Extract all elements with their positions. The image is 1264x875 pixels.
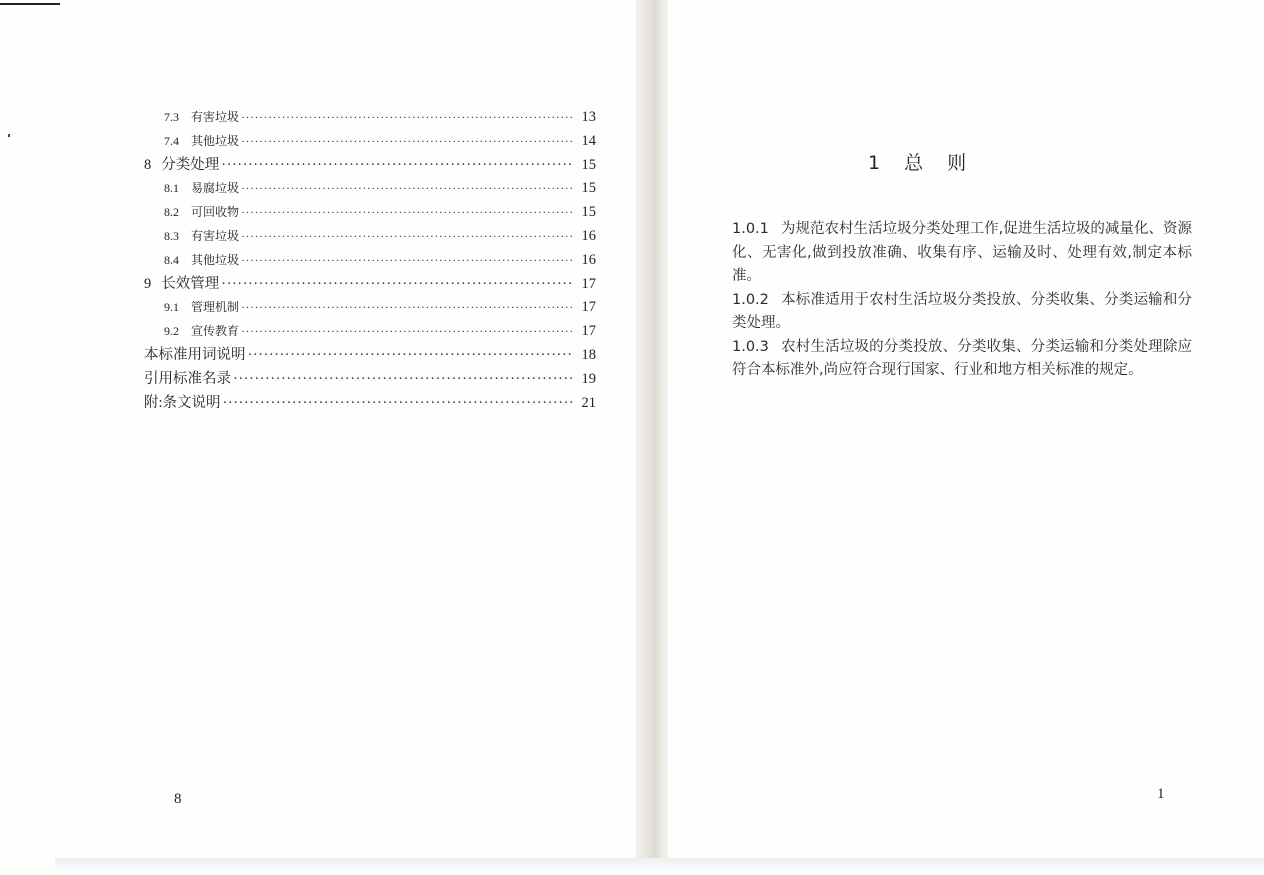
toc-entry[interactable] <box>144 106 596 130</box>
toc-entry-number: 8.3 <box>164 228 179 243</box>
clause-number: 1.0.3 <box>732 338 769 355</box>
toc-entry[interactable] <box>144 368 596 392</box>
toc-entry-number: 9 <box>144 275 152 292</box>
toc-entry-title: 管理机制 <box>191 300 240 315</box>
toc-entry-title: 其他垃圾 <box>191 252 240 267</box>
toc-entry[interactable] <box>144 296 596 320</box>
clause-1-0-1 <box>732 218 1192 289</box>
clause-text: 本标准适用于农村生活垃圾分类投放、分类收集、分类运输和分类处理。 <box>732 291 1192 331</box>
page-bottom-shadow <box>55 858 1264 875</box>
toc-entry-number: 8.1 <box>164 181 179 196</box>
toc-entry-page: 17 <box>581 323 596 340</box>
left-page-number: 8 <box>174 791 182 807</box>
toc-entry-number: 8.4 <box>164 252 179 267</box>
toc-entry-page: 15 <box>581 204 596 221</box>
toc-entry-page: 18 <box>581 346 596 363</box>
toc-entry-number: 9.1 <box>164 300 179 315</box>
toc-entry-title: 分类处理 <box>161 156 220 173</box>
scan-speck <box>8 134 10 137</box>
toc-entry[interactable] <box>144 154 596 178</box>
toc-entry-title: 长效管理 <box>161 275 220 292</box>
toc-entry[interactable] <box>144 249 596 273</box>
clause-text: 为规范农村生活垃圾分类处理工作,促进生活垃圾的减量化、资源化、无害化,做到投放准确、收集有序、运输及时、处理有效,制定本标准。 <box>732 221 1192 284</box>
chapter-body <box>732 218 1192 383</box>
toc-entry-title: 宣传教育 <box>191 324 240 339</box>
toc-entry-title: 引用标准名录 <box>144 370 231 387</box>
scan-corner-mark <box>0 3 60 5</box>
toc-entry-page: 16 <box>581 251 596 268</box>
toc-entry-title: 可回收物 <box>191 205 240 220</box>
toc-dot-leader <box>241 296 574 320</box>
toc-entry-number: 7.3 <box>164 110 179 124</box>
toc-entry-page: 17 <box>581 299 596 316</box>
toc-entry-number: 8.2 <box>164 205 179 220</box>
toc-entry[interactable] <box>144 130 596 154</box>
toc-entry-page: 21 <box>581 394 596 411</box>
right-page-number: 1 <box>1157 786 1165 802</box>
toc-dot-leader <box>241 106 574 130</box>
toc-entry[interactable] <box>144 392 596 416</box>
toc-entry-title: 本标准用词说明 <box>144 346 246 363</box>
toc-dot-leader <box>241 130 574 154</box>
toc-entry-title: 有害垃圾 <box>191 228 240 243</box>
toc-dot-leader <box>248 344 575 368</box>
clause-1-0-2 <box>732 289 1192 336</box>
toc-dot-leader <box>241 320 574 344</box>
toc-entry-title: 其他垃圾 <box>191 133 240 148</box>
toc-entry[interactable] <box>144 225 596 249</box>
toc-entry-number: 7.4 <box>164 133 179 148</box>
toc-entry-page: 15 <box>581 156 596 173</box>
toc-dot-leader <box>233 368 574 392</box>
table-of-contents <box>144 106 596 415</box>
toc-entry[interactable] <box>144 273 596 297</box>
toc-dot-leader <box>221 273 574 297</box>
toc-dot-leader <box>241 201 574 225</box>
clause-number: 1.0.2 <box>732 291 769 308</box>
toc-entry-number: 8 <box>144 156 152 173</box>
clause-1-0-3 <box>732 336 1192 383</box>
toc-dot-leader <box>241 249 574 273</box>
toc-dot-leader <box>241 177 574 201</box>
toc-entry[interactable] <box>144 177 596 201</box>
toc-entry-page: 16 <box>581 227 596 244</box>
toc-dot-leader <box>221 154 574 178</box>
book-gutter <box>636 0 670 868</box>
toc-entry-number: 9.2 <box>164 324 179 339</box>
clause-text: 农村生活垃圾的分类投放、分类收集、分类运输和分类处理除应符合本标准外,尚应符合现行国家、行业和地方相关标准的规定。 <box>732 338 1192 378</box>
toc-entry-title: 有害垃圾 <box>191 110 240 124</box>
toc-entry-page: 19 <box>581 370 596 387</box>
toc-dot-leader <box>241 225 574 249</box>
right-page <box>668 0 1264 862</box>
toc-entry-page: 15 <box>581 180 596 197</box>
toc-entry-title: 附:条文说明 <box>144 394 221 411</box>
toc-entry[interactable] <box>144 201 596 225</box>
toc-entry-page: 14 <box>581 132 596 149</box>
toc-dot-leader <box>223 392 574 416</box>
toc-entry[interactable] <box>144 344 596 368</box>
chapter-title: 1 总 则 <box>868 152 969 174</box>
toc-entry-page: 17 <box>581 275 596 292</box>
clause-number: 1.0.1 <box>732 221 769 237</box>
toc-entry-title: 易腐垃圾 <box>191 181 240 196</box>
toc-entry[interactable] <box>144 320 596 344</box>
toc-entry-page: 13 <box>581 109 596 125</box>
